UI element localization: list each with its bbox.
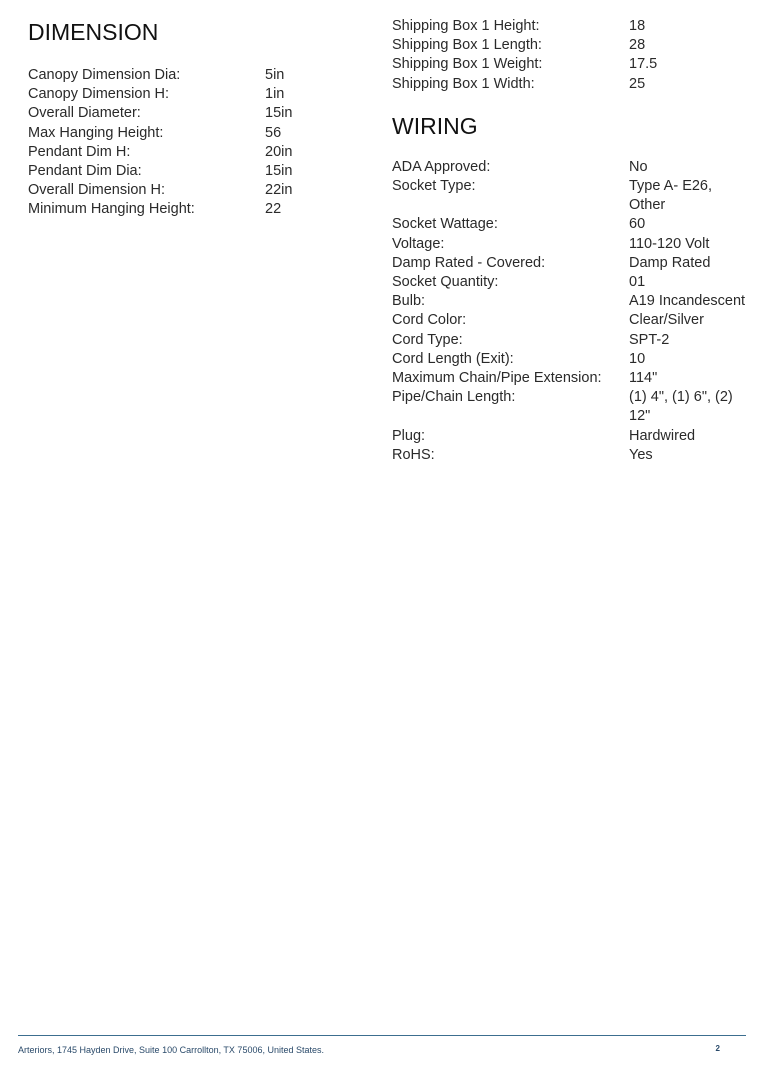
- spec-value: 110-120 Volt: [629, 235, 710, 252]
- spec-value: 5in: [265, 67, 285, 83]
- spec-value: Damp Rated: [629, 254, 711, 271]
- spec-label: Cord Length (Exit):: [392, 350, 514, 367]
- spec-value: 22in: [265, 182, 293, 199]
- spec-row: [392, 254, 752, 273]
- spec-value: 15in: [265, 105, 293, 122]
- spec-row: [28, 124, 358, 143]
- shipping-list: [392, 17, 752, 94]
- spec-value: 56: [265, 124, 282, 141]
- spec-row: [392, 427, 752, 446]
- right-column: [392, 0, 752, 465]
- spec-label: Maximum Chain/Pipe Extension:: [392, 370, 602, 387]
- spec-label: Shipping Box 1 Length:: [392, 37, 542, 54]
- wiring-list: [392, 158, 752, 465]
- spec-value: 15in: [265, 163, 293, 180]
- spec-value: SPT-2: [629, 331, 670, 348]
- spec-row: [392, 177, 752, 215]
- spec-label: Minimum Hanging Height:: [28, 201, 195, 218]
- spec-label: Voltage:: [392, 235, 445, 252]
- spec-label: Shipping Box 1 Weight:: [392, 56, 543, 73]
- spec-label: Bulb:: [392, 293, 426, 310]
- spec-label: Shipping Box 1 Height:: [392, 18, 540, 34]
- spec-value: Type A- E26, Other: [629, 178, 713, 214]
- spec-row: [392, 311, 752, 330]
- spec-row: [392, 55, 752, 74]
- spec-label: Socket Wattage:: [392, 216, 498, 233]
- dimension-section: [28, 0, 358, 220]
- spec-value: 114": [629, 370, 658, 387]
- spec-value: (1) 4", (1) 6", (2) 12": [629, 389, 733, 425]
- spec-row: [392, 36, 752, 55]
- spec-label: Canopy Dimension H:: [28, 86, 170, 103]
- spec-row: [392, 17, 752, 36]
- spec-value: 1in: [265, 86, 285, 103]
- spec-value: Yes: [629, 446, 653, 463]
- spec-row: [392, 350, 752, 369]
- spec-value: Clear/Silver: [629, 312, 704, 329]
- spec-row: [392, 158, 752, 177]
- spec-label: RoHS:: [392, 446, 435, 463]
- spec-label: Socket Quantity:: [392, 274, 499, 291]
- page-number: 2: [715, 1044, 720, 1053]
- spec-row: [28, 143, 358, 162]
- spec-row: [392, 446, 752, 465]
- spec-label: Shipping Box 1 Width:: [392, 75, 535, 92]
- spec-row: [28, 104, 358, 123]
- spec-row: [392, 292, 752, 311]
- spec-value: 17.5: [629, 56, 658, 73]
- spec-label: Pendant Dim Dia:: [28, 163, 142, 180]
- spec-label: Damp Rated - Covered:: [392, 254, 546, 271]
- spec-row: [28, 66, 358, 85]
- spec-label: Pendant Dim H:: [28, 143, 131, 160]
- wiring-heading: WIRING: [392, 112, 478, 139]
- spec-label: Max Hanging Height:: [28, 124, 164, 141]
- dimension-list: [28, 66, 358, 220]
- spec-value: Hardwired: [629, 427, 696, 444]
- spec-value: 60: [629, 216, 646, 233]
- footer-address: Arteriors, 1745 Hayden Drive, Suite 100 Carrollton, TX 75006, United States.: [18, 1045, 324, 1055]
- spec-value: 25: [629, 75, 646, 92]
- spec-label: Cord Color:: [392, 312, 467, 329]
- spec-row: [392, 75, 752, 94]
- spec-label: Overall Diameter:: [28, 105, 141, 122]
- spec-row: [392, 235, 752, 254]
- spec-label: Pipe/Chain Length:: [392, 389, 516, 406]
- spec-row: [392, 273, 752, 292]
- spec-value: 10: [629, 350, 646, 367]
- spec-value: 28: [629, 37, 646, 54]
- spec-row: [392, 369, 752, 388]
- spec-row: [392, 331, 752, 350]
- spec-label: Plug:: [392, 427, 426, 444]
- spec-label: Socket Type:: [392, 178, 476, 195]
- dimension-heading: DIMENSION: [28, 19, 159, 45]
- spec-value: No: [629, 158, 648, 175]
- spec-label: Overall Dimension H:: [28, 182, 165, 199]
- spec-label: ADA Approved:: [392, 158, 491, 175]
- spec-row: [28, 200, 358, 219]
- spec-value: 18: [629, 18, 646, 34]
- spec-value: 01: [629, 274, 646, 291]
- spec-value: 20in: [265, 143, 293, 160]
- spec-row: [28, 85, 358, 104]
- spec-value: A19 Incandescent: [629, 293, 746, 310]
- spec-row: [392, 388, 752, 426]
- spec-label: Cord Type:: [392, 331, 463, 348]
- spec-row: [28, 162, 358, 181]
- spec-row: [28, 181, 358, 200]
- spec-label: Canopy Dimension Dia:: [28, 67, 181, 83]
- footer-divider: [18, 1035, 746, 1036]
- spec-value: 22: [265, 201, 282, 218]
- spec-row: [392, 215, 752, 234]
